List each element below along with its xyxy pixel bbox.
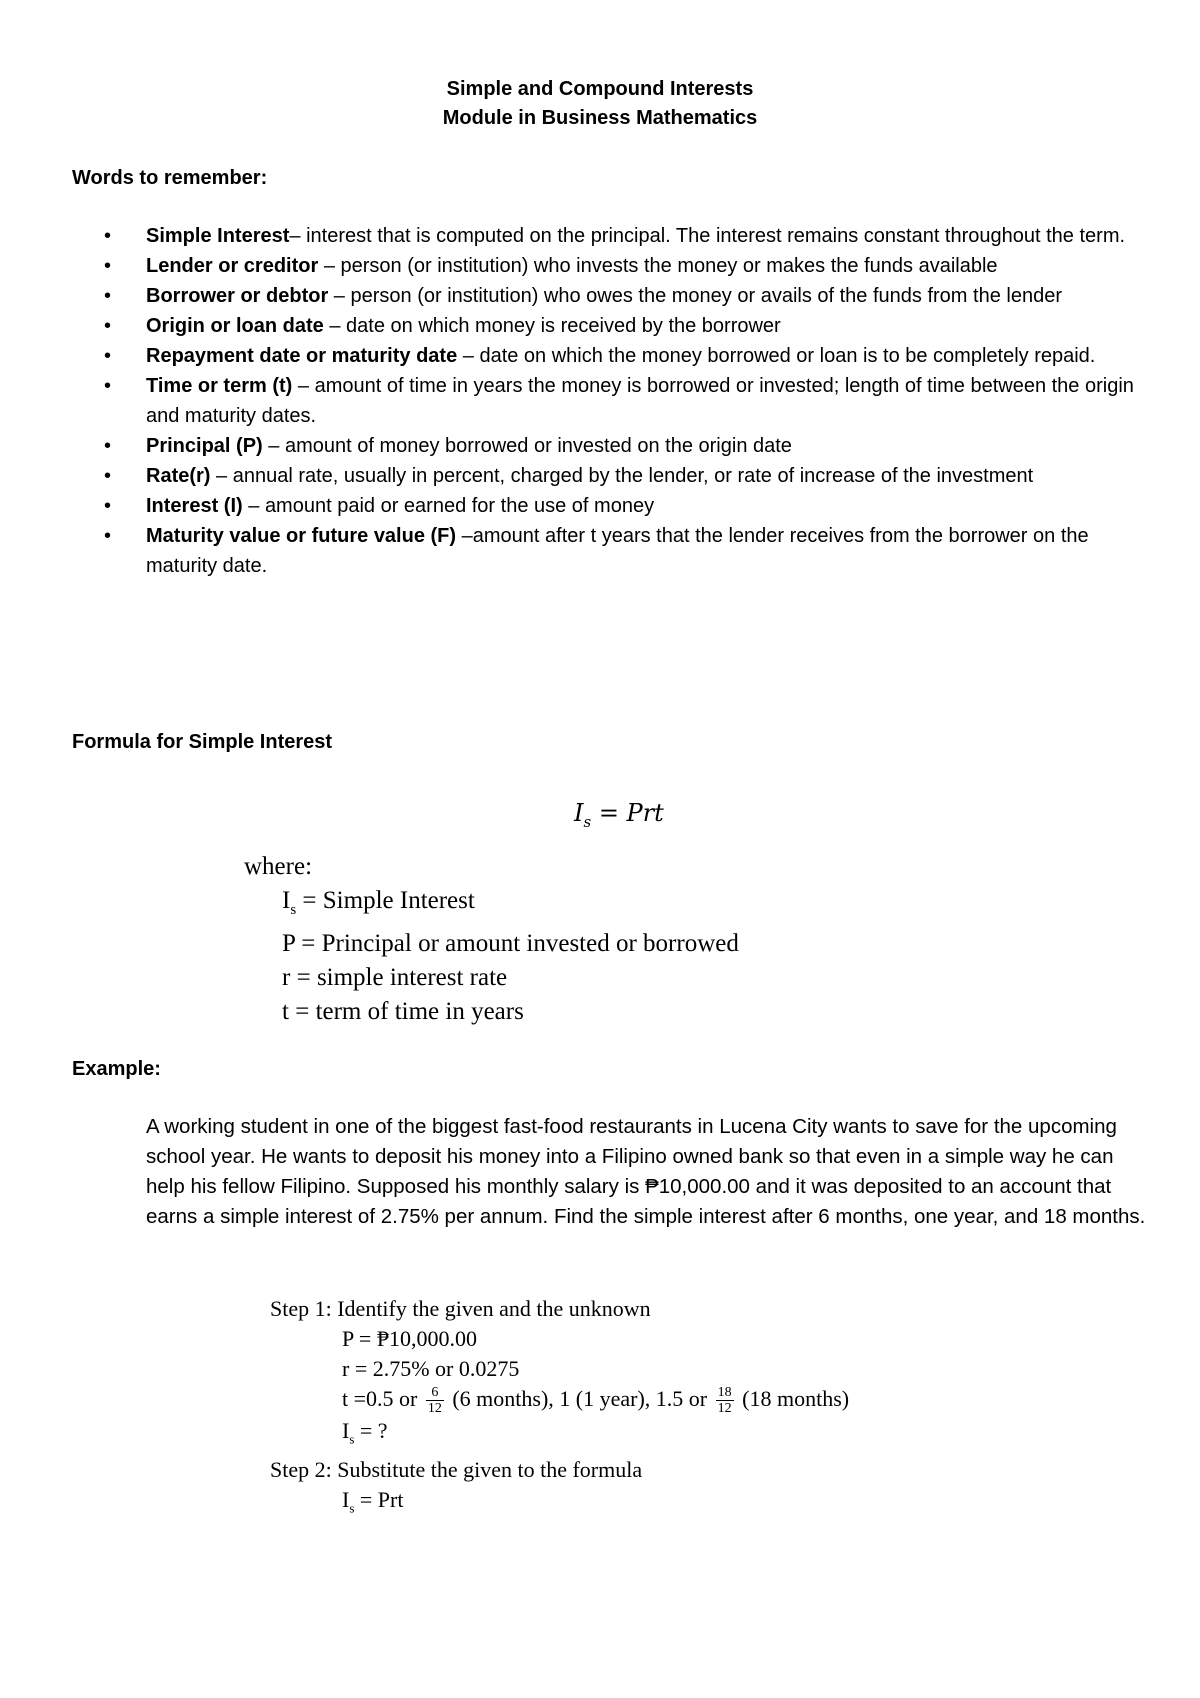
bullet-icon: • xyxy=(104,465,112,487)
step-formula-symbol: I xyxy=(342,1486,350,1512)
fraction-six-twelfths xyxy=(426,1385,444,1416)
unknown-interest xyxy=(342,1416,849,1454)
fraction-numerator: 6 xyxy=(426,1385,444,1401)
definition-text: simple interest rate xyxy=(316,964,508,991)
step-2-title: Step 2: Substitute the given to the formula xyxy=(270,1456,643,1482)
term-label: Origin or loan date xyxy=(146,315,324,337)
definition-equals: = xyxy=(290,964,317,991)
definition-symbol: r xyxy=(282,964,291,991)
term-label: Time or term (t) xyxy=(146,375,293,397)
term-separator: – xyxy=(242,495,265,517)
fraction-denominator: 12 xyxy=(427,1401,442,1417)
step-2-formula xyxy=(342,1485,849,1523)
term-item xyxy=(0,491,1200,521)
term-item xyxy=(0,281,1200,311)
term-definition: interest that is computed on the principal. The interest remains constant throughout the term. xyxy=(306,225,1126,247)
term-separator: – xyxy=(328,285,351,307)
term-item xyxy=(0,521,1200,581)
definition-equals: = xyxy=(294,930,322,957)
step-formula-subscript: s xyxy=(349,1500,355,1516)
terms-list xyxy=(0,221,1200,581)
document-subtitle: Module in Business Mathematics xyxy=(442,107,758,129)
term-label: Simple Interest xyxy=(146,225,290,247)
term-separator: – xyxy=(210,465,233,487)
bullet-icon: • xyxy=(104,435,112,457)
term-definition: amount of time in years the money is borrowed or invested; length of time between the origin and maturity dates. xyxy=(146,375,1134,427)
formula-heading: Formula for Simple Interest xyxy=(72,731,333,753)
fraction-denominator: 12 xyxy=(717,1401,732,1417)
example-paragraph: A working student in one of the biggest fast-food restaurants in Lucena City wants to save for the upcoming school year. He wants to deposit his money into a Filipino owned bank so that even in a simple way he can help his fellow Filipino. Supposed his monthly salary is ₱10,000.00 and it was deposited to an account that earns a simple interest of 2.75% per annum. Find the simple interest after 6 months, one year, and 18 months. xyxy=(146,1115,1146,1228)
bullet-icon: • xyxy=(104,345,112,367)
given-rate: r = 2.75% or 0.0275 xyxy=(342,1356,520,1381)
example-heading: Example: xyxy=(72,1058,161,1080)
bullet-icon: • xyxy=(104,255,112,277)
unknown-value: = ? xyxy=(354,1418,388,1444)
formula-symbol: I xyxy=(574,799,584,827)
definition-equals: = xyxy=(296,887,323,914)
term-item xyxy=(0,431,1200,461)
term-definition: date on which money is received by the borrower xyxy=(346,315,781,337)
fraction-numerator: 18 xyxy=(717,1385,732,1401)
time-suffix: (18 months) xyxy=(736,1386,850,1411)
time-prefix: t =0.5 or xyxy=(342,1386,423,1411)
bullet-icon: • xyxy=(104,315,112,337)
document-title: Simple and Compound Interests xyxy=(446,78,754,100)
simple-interest-formula xyxy=(574,798,664,837)
term-item xyxy=(0,311,1200,341)
term-definition: annual rate, usually in percent, charged by the lender, or rate of increase of the investment xyxy=(232,465,1034,487)
term-definition: person (or institution) who owes the money or avails of the funds from the lender xyxy=(350,285,1062,307)
given-principal: P = ₱10,000.00 xyxy=(342,1326,478,1351)
term-separator: – xyxy=(262,435,285,457)
definition-symbol: P xyxy=(282,930,295,957)
bullet-icon: • xyxy=(104,495,112,517)
where-label: where: xyxy=(244,853,313,880)
term-separator: – xyxy=(318,255,341,277)
term-item xyxy=(0,341,1200,371)
definition-subscript: s xyxy=(290,902,297,918)
fraction-eighteen-twelfths xyxy=(716,1385,734,1416)
term-definition: date on which the money borrowed or loan is to be completely repaid. xyxy=(479,345,1096,367)
term-definition: amount of money borrowed or invested on the origin date xyxy=(284,435,792,457)
definition-text: term of time in years xyxy=(315,998,524,1025)
words-to-remember-heading: Words to remember: xyxy=(72,167,268,189)
term-separator: – xyxy=(292,375,315,397)
term-separator: – xyxy=(323,315,347,337)
unknown-subscript: s xyxy=(349,1431,355,1447)
given-time xyxy=(342,1384,849,1416)
term-definition: amount paid or earned for the use of money xyxy=(264,495,655,517)
definition-text: Principal or amount invested or borrowed xyxy=(321,930,739,957)
term-item xyxy=(0,371,1200,431)
formula-subscript: s xyxy=(583,812,592,831)
term-item xyxy=(0,461,1200,491)
bullet-icon: • xyxy=(104,225,112,247)
time-middle: (6 months), 1 (1 year), 1.5 or xyxy=(446,1386,713,1411)
step-formula-rhs: = Prt xyxy=(354,1486,404,1512)
formula-rhs: = Prt xyxy=(591,799,664,827)
bullet-icon: • xyxy=(104,285,112,307)
term-item xyxy=(0,251,1200,281)
bullet-icon: • xyxy=(104,525,112,547)
term-label: Maturity value or future value (F) xyxy=(146,525,457,547)
definition-symbol: I xyxy=(282,887,291,914)
unknown-symbol: I xyxy=(342,1418,350,1444)
definition-row xyxy=(282,995,739,1029)
term-label: Lender or creditor xyxy=(146,255,319,277)
term-separator: – xyxy=(457,345,480,367)
term-item xyxy=(0,221,1200,251)
term-label: Principal (P) xyxy=(146,435,263,457)
term-label: Repayment date or maturity date xyxy=(146,345,458,367)
term-definition: person (or institution) who invests the money or makes the funds available xyxy=(340,255,998,277)
term-separator: – xyxy=(289,225,307,247)
term-label: Rate(r) xyxy=(146,465,211,487)
solution-steps xyxy=(270,1294,849,1523)
term-definition: amount after t years that the lender receives from the borrower on the maturity date. xyxy=(146,525,1089,577)
where-definitions xyxy=(244,850,739,1029)
definition-symbol: t xyxy=(282,998,289,1025)
definition-text: Simple Interest xyxy=(322,887,475,914)
step-1-title: Step 1: Identify the given and the unknown xyxy=(270,1296,651,1321)
bullet-icon: • xyxy=(104,375,112,397)
definition-row xyxy=(282,884,739,927)
term-label: Borrower or debtor xyxy=(146,285,329,307)
term-label: Interest (I) xyxy=(146,495,243,517)
definition-row xyxy=(282,961,739,995)
definition-row xyxy=(282,927,739,961)
definition-equals: = xyxy=(288,998,316,1025)
term-separator: – xyxy=(456,525,473,547)
